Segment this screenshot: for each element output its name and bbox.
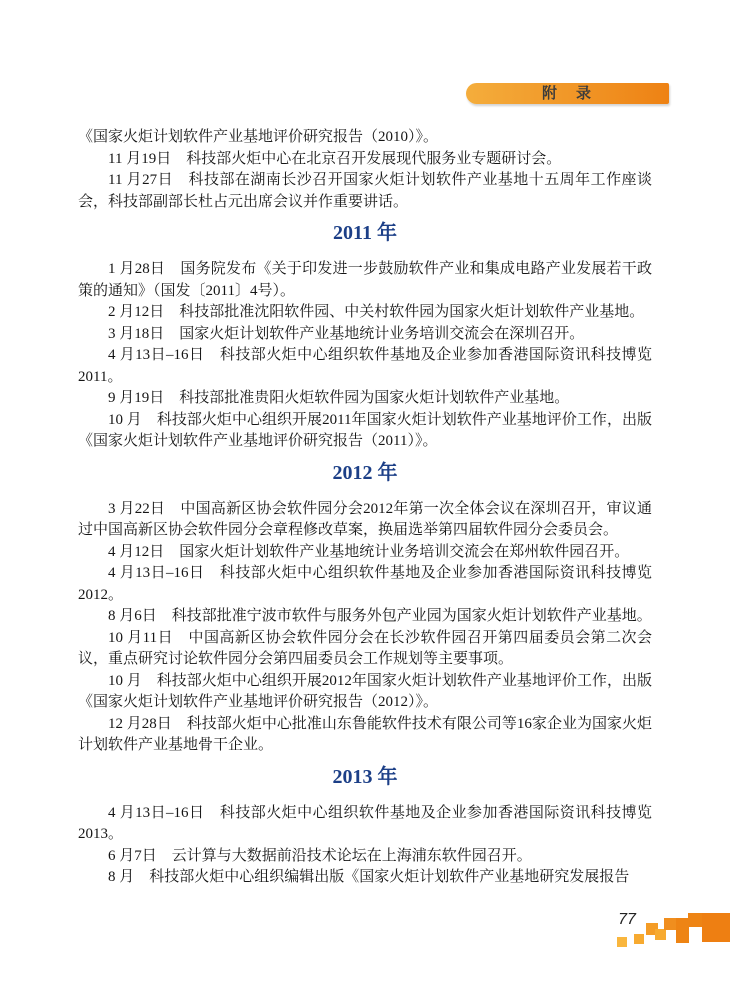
event-paragraph: 8 月 科技部火炬中心组织编辑出版《国家火炬计划软件产业基地研究发展报告 (108, 869, 630, 885)
event-paragraph: 1 月28日 国务院发布《关于印发进一步鼓励软件产业和集成电路产业发展若干政策的通知》（国发〔2011〕4号）。 (78, 261, 652, 299)
page-content (78, 127, 652, 889)
event-paragraph: 4 月13日–16日 科技部火炬中心组织软件基地及企业参加香港国际资讯科技博览2011。 (78, 347, 652, 385)
event-paragraph: 11 月27日 科技部在湖南长沙召开国家火炬计划软件产业基地十五周年工作座谈会，科技部副部长杜占元出席会议并作重要讲话。 (78, 172, 652, 210)
event-paragraph: 12 月28日 科技部火炬中心批准山东鲁能软件技术有限公司等16家企业为国家火炬计划软件产业基地骨干企业。 (78, 715, 652, 753)
event-paragraph: 4 月13日–16日 科技部火炬中心组织软件基地及企业参加香港国际资讯科技博览2012。 (78, 565, 652, 603)
mosaic-square (617, 937, 627, 947)
event-paragraph: 10 月 科技部火炬中心组织开展2011年国家火炬计划软件产业基地评价工作，出版《国家火炬计划软件产业基地评价研究报告（2011）》。 (78, 411, 652, 449)
event-paragraph: 6 月7日 云计算与大数据前沿技术论坛在上海浦东软件园召开。 (108, 847, 532, 864)
appendix-banner-label: 附 录 (541, 85, 593, 102)
event-paragraph: 4 月12日 国家火炬计划软件产业基地统计业务培训交流会在郑州软件园召开。 (108, 543, 630, 560)
year-heading: 2013 年 (332, 765, 398, 788)
mosaic-end-block (702, 913, 730, 942)
event-paragraph: 2 月12日 科技部批准沈阳软件园、中关村软件园为国家火炬计划软件产业基地。 (108, 304, 645, 320)
event-paragraph: 4 月13日–16日 科技部火炬中心组织软件基地及企业参加香港国际资讯科技博览2013。 (78, 804, 652, 842)
page-number: 77 (618, 911, 636, 928)
mosaic-square (664, 918, 676, 930)
mosaic-square (676, 930, 689, 943)
event-paragraph: 《国家火炬计划软件产业基地评价研究报告（2010）》。 (78, 129, 439, 145)
mosaic-square (655, 929, 666, 940)
event-paragraph: 10 月 科技部火炬中心组织开展2012年国家火炬计划软件产业基地评价工作，出版《国家火炬计划软件产业基地评价研究报告（2012）》。 (78, 672, 652, 710)
year-heading: 2011 年 (333, 222, 397, 244)
event-paragraph: 10 月11日 中国高新区协会软件园分会在长沙软件园召开第四届委员会第二次会议，重点研究讨论软件园分会第四届委员会工作规划等主要事项。 (78, 629, 652, 667)
event-paragraph: 3 月18日 国家火炬计划软件产业基地统计业务培训交流会在深圳召开。 (108, 325, 585, 342)
mosaic-square (634, 934, 644, 944)
event-paragraph: 3 月22日 中国高新区协会软件园分会2012年第一次全体会议在深圳召开，审议通过中国高新区协会软件园分会章程修改草案，换届选举第四届软件园分会委员会。 (78, 500, 652, 538)
event-paragraph: 9 月19日 科技部批准贵阳火炬软件园为国家火炬计划软件产业基地。 (108, 390, 570, 406)
year-heading: 2012 年 (332, 461, 398, 484)
mosaic-square (688, 913, 702, 927)
event-paragraph: 8 月6日 科技部批准宁波市软件与服务外包产业园为国家火炬计划软件产业基地。 (108, 608, 652, 624)
appendix-banner (466, 83, 669, 104)
event-paragraph: 11 月19日 科技部火炬中心在北京召开发展现代服务业专题研讨会。 (108, 150, 562, 167)
